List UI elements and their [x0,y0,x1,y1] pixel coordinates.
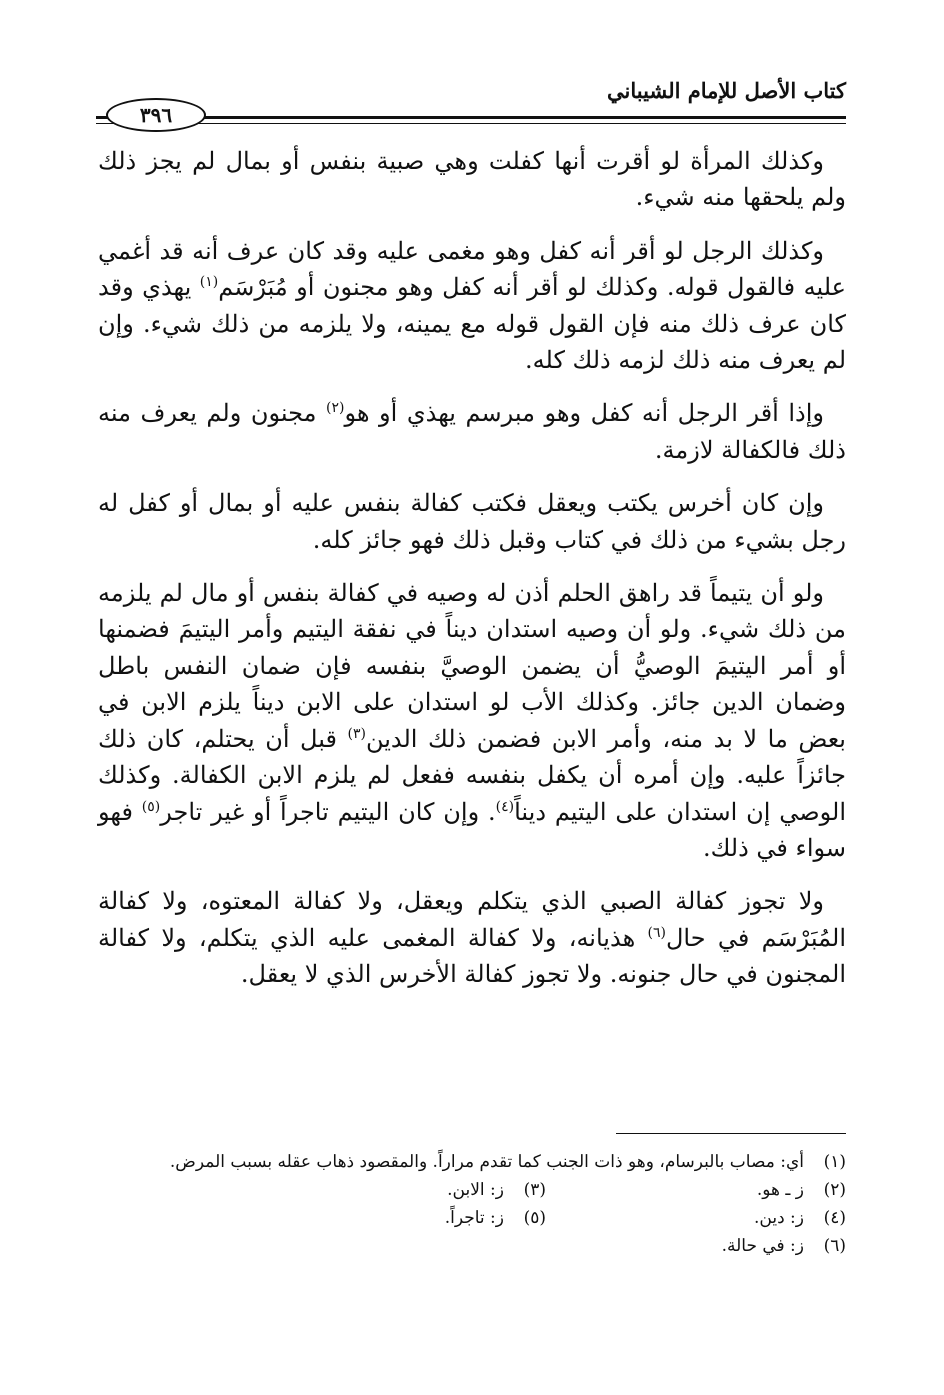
paragraph [98,395,846,468]
paragraph [98,575,846,866]
footnote-marker: (١) [199,274,219,291]
main-text [98,143,846,1010]
text-run: وإن كان أخرس يكتب ويعقل فكتب كفالة بنفس عليه أو بمال أو كفل له رجل بشيء من ذلك في كتاب وقبل ذلك فهو جائز كله. [98,489,846,554]
footnote-text: ز: دين. [754,1208,804,1228]
footnotes [96,1148,846,1260]
footnote-5 [246,1204,546,1232]
header-rule-thin [96,123,846,124]
footnote-row [96,1204,846,1232]
footnote-6 [96,1232,846,1260]
text-run: . وإن كان اليتيم تاجراً أو غير تاجر [160,797,496,826]
footnote-text: ز ـ هو. [756,1180,804,1200]
footnote-separator [616,1133,846,1134]
footnote-2 [546,1176,846,1204]
text-run: وكذلك الرجل لو أقر أنه كفل وهو مغمى عليه وقد كان عرف أنه قد أغمي عليه فالقول قوله. وكذلك لو أقر أنه كفل وهو مجنون أو مُبَرْسَم [98,236,846,302]
footnote-number: (٥) [523,1208,546,1228]
text-run: ولو أن يتيماً قد راهق الحلم أذن له وصيه في كفالة بنفس أو مال لم يلزمه من ذلك شيء. ولو أن وصيه استدان ديناً في نفقة اليتيم وأمر اليتيمَ فضمنها أو أمر اليتيمَ الوصيُّ أن يضمن الوصيَّ بنفسه فإن ضمان النفس باطل وضمان الدين جائز. وكذلك الأب لو استدان على الابن ديناً يلزم الابن في بعض ما لا بد منه، وأمر الابن فضمن ذلك الدين [98,579,846,753]
footnote-row [96,1176,846,1204]
footnote-marker: (٦) [647,924,666,941]
footnote-marker: (٢) [325,400,345,417]
footnote-marker: (٥) [141,798,161,815]
paragraph [98,883,846,992]
text-run: هذيانه، ولا كفالة المغمى عليه الذي يتكلم، ولا كفالة المجنون في حال جنونه. ولا تجوز كفالة الأخرس الذي لا يعقل. [98,923,846,989]
page-header [96,70,846,130]
footnote-text: ز: في حالة. [721,1236,804,1256]
text-run: وإذا أقر الرجل أنه كفل وهو مبرسم يهذي أو هو [344,399,824,428]
footnote-number: (١) [823,1152,846,1172]
text-run: يهذي وقد كان عرف ذلك منه فإن القول قوله مع يمينه، ولا يلزمه من ذلك شيء. وإن لم يعرف منه ذلك لزمه ذلك كله. [98,273,846,375]
footnote-3 [246,1176,546,1204]
text-run: وكذلك المرأة لو أقرت أنها كفلت وهي صبية بنفس أو بمال لم يجز ذلك ولم يلحقها منه شيء. [98,147,846,212]
paragraph [98,485,846,558]
footnote-4 [546,1204,846,1232]
footnote-marker: (٤) [495,798,515,815]
footnote-number: (٤) [823,1208,846,1228]
text-run: مجنون ولم يعرف منه ذلك فالكفالة لازمة. [98,399,846,464]
footnote-number: (٦) [823,1236,846,1256]
footnote-number: (٣) [523,1180,546,1200]
footnote-marker: (٣) [347,725,366,742]
text-run: فهو سواء في ذلك. [98,797,846,862]
paragraph [98,143,846,216]
page-number: ٣٩٦ [106,98,206,132]
footnote-text: ز: تاجراً. [444,1208,504,1228]
paragraph [98,233,846,379]
footnote-number: (٢) [823,1180,846,1200]
text-run: ولا تجوز كفالة الصبي الذي يتكلم ويعقل، ولا كفالة المعتوه، ولا كفالة المُبَرْسَم في حال [98,887,847,952]
footnote-1 [96,1148,846,1176]
text-run: قبل أن يحتلم، كان ذلك جائزاً عليه. وإن أمره أن يكفل بنفسه ففعل لم يلزم الابن الكفالة. وكذلك الوصي إن استدان على اليتيم ديناً [98,724,847,826]
footnote-text: أي: مصاب بالبرسام، وهو ذات الجنب كما تقدم مراراً. والمقصود ذهاب عقله بسبب المرض. [169,1152,804,1172]
book-title: كتاب الأصل للإمام الشيباني [607,78,846,103]
footnote-text: ز: الابن. [447,1180,504,1200]
header-rule-thick [96,116,846,119]
